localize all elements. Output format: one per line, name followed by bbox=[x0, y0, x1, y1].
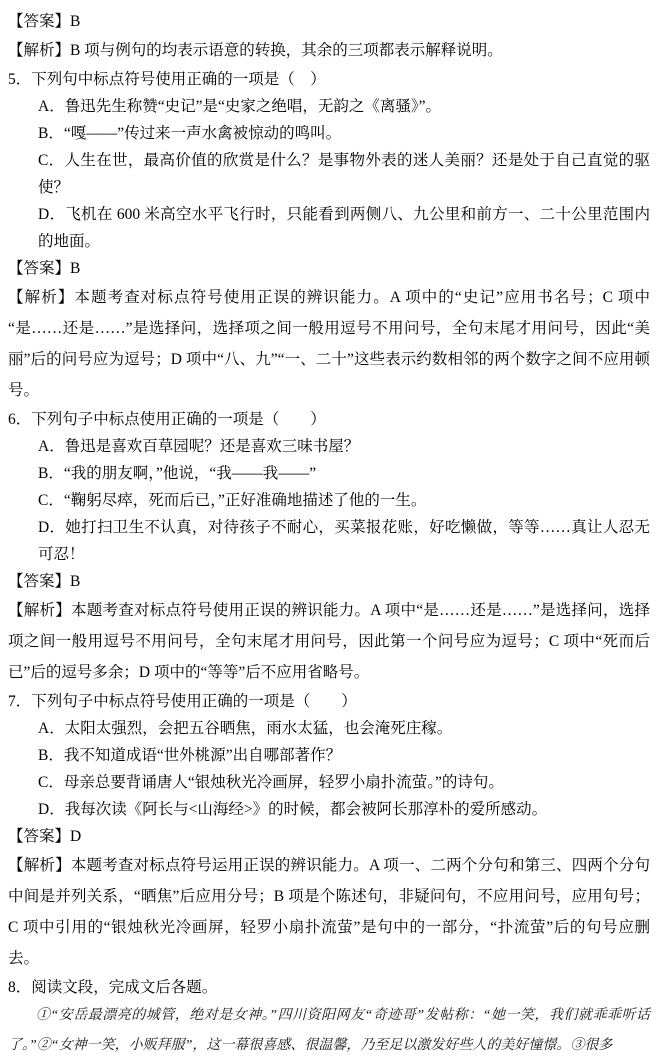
analysis-question-5: 【解析】本题考查对标点符号使用正误的辨识能力。A 项中的“史记”应用书名号；C 项中“是……还是……”是选择问，选择项之间一般用逗号不用问号，全句末尾才用问号，因此“美丽”后的问号应为逗号；D 项中“八、九”“一、二十”这些表示约数相邻的两个数字之间不应用顿号。 bbox=[8, 289, 650, 399]
question-7-option-c: C．母亲总要背诵唐人“银烛秋光冷画屏，轻罗小扇扑流萤。”的诗句。 bbox=[38, 774, 504, 791]
answer-question-6: 【答案】B bbox=[8, 573, 81, 590]
question-6-title: 6．下列句子中标点使用正确的一项是（ ） bbox=[8, 411, 326, 428]
answer-question-7: 【答案】D bbox=[8, 828, 82, 845]
analysis-question-7: 【解析】本题考查对标点符号运用正误的辨识能力。A 项一、二两个分句和第三、四两个分句中间是并列关系，“晒焦”后应用分号；B 项是个陈述句，非疑问句，不应用问号，应用句号；C 项中引用的“银烛秋光冷画屏，轻罗小扇扑流萤”是句中的一部分，“扑流萤”后的句号应删去。 bbox=[8, 857, 650, 967]
question-7-option-b: B．我不知道成语“世外桃源”出自哪部著作？ bbox=[38, 747, 342, 764]
question-5-title: 5．下列句中标点符号使用正确的一项是（ ） bbox=[8, 71, 326, 88]
analysis-example: 【解析】B 项与例句的均表示语意的转换，其余的三项都表示解释说明。 bbox=[8, 42, 503, 59]
question-5-option-d: D．飞机在 600 米高空水平飞行时，只能看到两侧八、九公里和前方一、二十公里范围内的地面。 bbox=[38, 206, 650, 250]
question-7-title: 7．下列句子中标点符号使用正确的一项是（ ） bbox=[8, 693, 357, 710]
question-6-option-b: B．“我的朋友啊，”他说，“我——我——” bbox=[38, 465, 317, 482]
question-6-option-c: C．“鞠躬尽瘁，死而后已，”正好准确地描述了他的一生。 bbox=[38, 492, 427, 509]
answer-question-5: 【答案】B bbox=[8, 260, 81, 277]
question-6-option-d: D．她打扫卫生不认真，对待孩子不耐心，买菜报花账，好吃懒做，等等……真让人忍无可忍！ bbox=[38, 519, 650, 563]
question-5-option-a: A．鲁迅先生称赞“史记”是“史家之绝唱，无韵之《离骚》”。 bbox=[38, 98, 441, 115]
question-6-option-a: A．鲁迅是喜欢百草园呢？还是喜欢三味书屋？ bbox=[38, 438, 360, 455]
question-5-option-b: B．“嘎——”传过来一声水禽被惊动的鸣叫。 bbox=[38, 125, 342, 142]
question-5-option-c: C．人生在世，最高价值的欣赏是什么？是事物外表的迷人美丽？还是处于自己直觉的驱使？ bbox=[38, 152, 650, 196]
reading-passage: ①“安岳最漂亮的城管，绝对是女神。”四川资阳网友“奇迹哥”发帖称：“她一笑，我们就乖乖听话了。”②“女神一笑，小贩拜服”，这一幕很喜感、很温馨，乃至足以激发好些人的美好憧憬。③很多 bbox=[8, 1008, 650, 1053]
answer-example: 【答案】B bbox=[8, 13, 81, 30]
question-8-title: 8．阅读文段，完成文后各题。 bbox=[8, 979, 218, 996]
analysis-question-6: 【解析】本题考查对标点符号使用正误的辨识能力。A 项中“是……还是……”是选择问，选择项之间一般用逗号不用问号，全句末尾才用问号，因此第一个问号应为逗号；C 项中“死而后已”后的逗号多余；D 项中的“等等”后不应用省略号。 bbox=[8, 602, 650, 681]
question-7-option-a: A．太阳太强烈，会把五谷晒焦，雨水太猛，也会淹死庄稼。 bbox=[38, 720, 453, 737]
question-7-option-d: D．我每次读《阿长与<山海经>》的时候，都会被阿长那淳朴的爱所感动。 bbox=[38, 801, 548, 818]
